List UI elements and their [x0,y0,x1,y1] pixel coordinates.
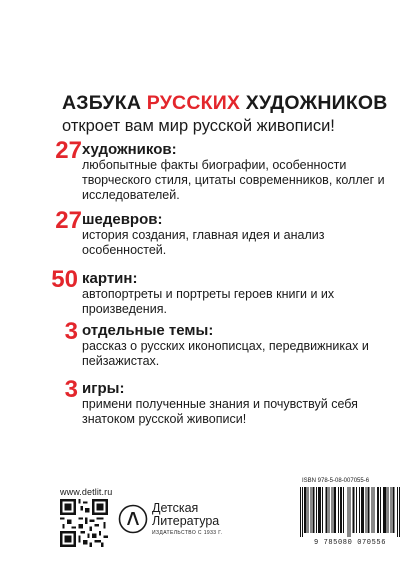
feature-title: отдельные темы: [82,322,214,339]
publisher-name-line2: Литература [152,514,220,528]
feature-description: автопортреты и портреты героев книги и их произведения. [82,287,335,316]
isbn-label: ISBN 978-5-08-007055-6 [302,478,370,484]
feature-number: 3 [64,318,78,345]
feature-description: примени полученные знания и почувствуй себя знатоком русской живописи! [82,397,358,426]
feature-number: 27 [55,137,82,164]
feature-description: история создания, главная идея и анализ особенностей. [82,228,325,257]
headline [62,92,402,115]
publisher-name-line1: Детская [152,501,199,515]
feature-number: 3 [64,376,78,403]
feature-description: любопытные факты биографии, особенности творческого стиля, цитаты современников, коллег и исследователей. [82,158,385,202]
publisher-since: ИЗДАТЕЛЬСТВО С 1933 Г. [152,530,223,536]
feature-title: картин: [82,270,138,287]
barcode-icon [300,487,400,537]
barcode-number: 9 785080 070556 [313,539,386,547]
feature-description: рассказ о русских иконописцах, передвижниках и пейзажистах. [82,339,369,368]
website-url: www.detlit.ru [60,487,113,497]
feature-title: шедевров: [82,211,163,228]
publisher-name [152,502,219,528]
tagline: откроет вам мир русской живописи! [62,117,335,135]
headline-part1: АЗБУКА [62,92,147,114]
publisher-logo-icon [118,504,148,534]
qr-code-icon [60,499,108,547]
feature-title: игры: [82,380,125,397]
headline-part3: ХУДОЖНИКОВ [240,92,388,114]
headline-highlight: РУССКИХ [146,92,241,114]
feature-number: 50 [51,266,78,293]
feature-title: художников: [82,141,177,158]
feature-number: 27 [55,207,82,234]
